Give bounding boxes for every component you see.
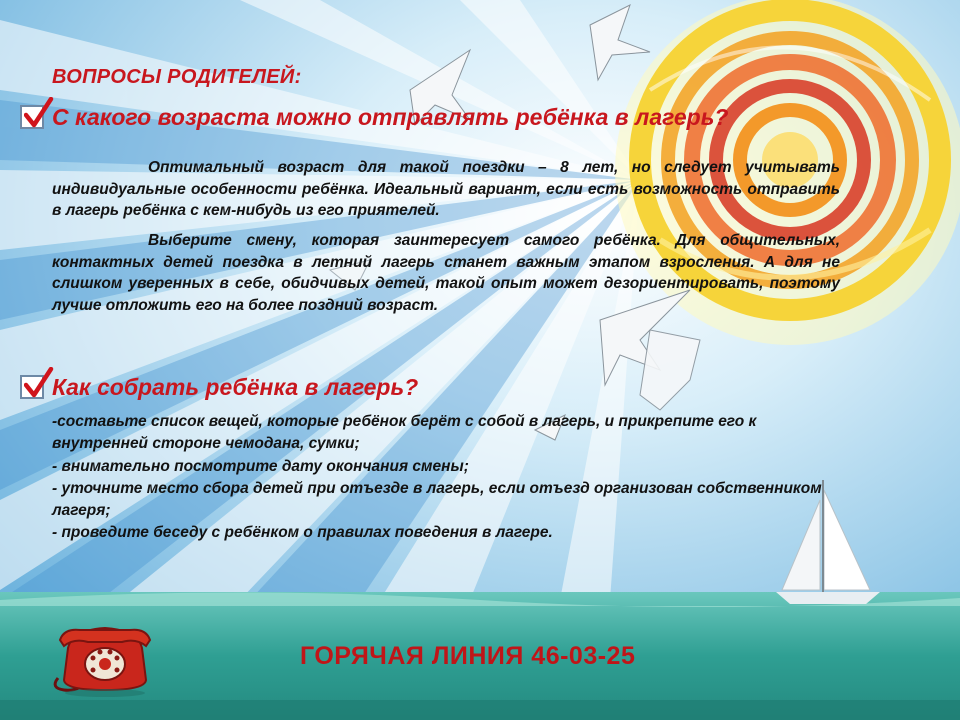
- question-title-age: С какого возраста можно отправлять ребёнка в лагерь?: [52, 104, 729, 130]
- answer-paragraph-1: [52, 157, 840, 222]
- checkbox-check-icon: [20, 105, 44, 129]
- list-item: - внимательно посмотрите дату окончания смены;: [52, 457, 469, 475]
- section-title: ВОПРОСЫ РОДИТЕЛЕЙ:: [52, 66, 302, 88]
- checkbox-check-icon: [20, 375, 44, 399]
- question-title-packing: Как собрать ребёнка в лагерь?: [52, 374, 419, 400]
- list-item: -составьте список вещей, которые ребёнок берёт с собой в лагерь, и прикрепите его к внутренней стороне чемодана, сумки;: [52, 413, 757, 453]
- list-item: - проведите беседу с ребёнком о правилах поведения в лагере.: [52, 524, 553, 542]
- list-item: - уточните место сбора детей при отъезде в лагерь, если отъезд организован собственником лагеря;: [52, 479, 822, 520]
- telephone-icon: [50, 618, 160, 698]
- answer-paragraph-1-text: Оптимальный возраст для такой поездки – 8 лет, но следует учитывать индивидуальные особенности ребёнка. Идеальный вариант, если есть возможность отправить в лагерь ребёнка с кем-нибудь из его приятелей.: [52, 159, 840, 219]
- answer-paragraph-2: [52, 230, 840, 316]
- packing-list: [52, 411, 842, 545]
- hotline-text: ГОРЯЧАЯ ЛИНИЯ 46-03-25: [300, 642, 636, 670]
- answer-paragraph-2-text: Выберите смену, которая заинтересует самого ребёнка. Для общительных, контактных детей поездка в летний лагерь станет важным этапом взросления. А для не слишком уверенных в себе, обидчивых детей, такой опыт может дезориентировать, поэтому лучше отложить его на более поздний возраст.: [52, 232, 840, 314]
